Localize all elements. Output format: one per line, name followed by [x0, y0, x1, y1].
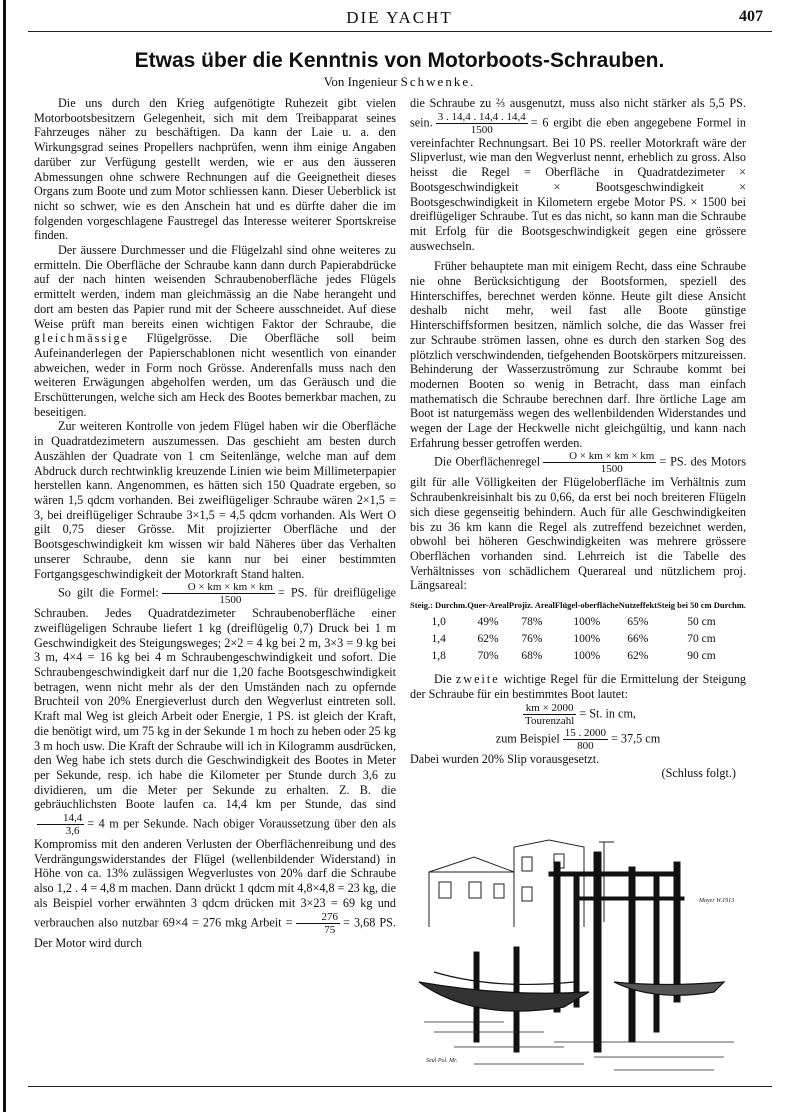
fraction-numerator: km × 2000 — [523, 702, 576, 715]
formula-example — [410, 727, 746, 752]
table-cell: 76% — [521, 632, 543, 645]
table-cell: 66% — [627, 632, 649, 645]
page-header — [0, 6, 799, 28]
paragraph — [410, 672, 746, 701]
table-cell: 50 cm — [687, 616, 716, 629]
table-cell: 100% — [573, 616, 601, 629]
text-span: die Schraube zu ⅔ ausgenutzt, muss also nicht stärker als 5,5 PS. sein. — [410, 96, 746, 129]
left-column — [34, 96, 396, 950]
column-header: Steig bei 50 cm Durchm. — [657, 600, 746, 611]
formula-fraction — [37, 812, 84, 837]
table-cell: 62% — [477, 632, 499, 645]
paragraph: Dabei wurden 20% Slip vorausgesetzt. — [410, 751, 600, 766]
table-header-row — [410, 599, 746, 614]
byline — [0, 74, 799, 90]
fraction-denominator: 75 — [324, 923, 336, 936]
text-span: = PS. des Motors gilt für alle Völligkeiten der Flügeloberfläche im Verhältnis zum Schraubenkreisinhalt bis zu 0,66, da erst bei noch breiteren Flügeln sich diese gegenseitig behindern. Auch für alle Geschwindigkeiten bis zu 36 km kann die Regel als zutreffend bezeichnet werden, obwohl bei höheren Geschwindigkeiten was mehrere grössere Oberflächen vorhanden sind. Lehrreich ist die Tabelle des Verhältnisses von schädlichem Querareal und nützlichem proj. Längsareal: — [410, 454, 746, 593]
fraction-numerator: O × km × km × km — [543, 450, 656, 463]
fraction-denominator: 1500 — [470, 123, 493, 136]
paragraph-with-formula — [410, 96, 746, 253]
page-edge-rule — [3, 0, 6, 1112]
formula-fraction — [162, 581, 275, 606]
table-row — [410, 648, 746, 665]
text-span: Die — [434, 672, 452, 687]
byline-prefix: Von Ingenieur — [323, 74, 398, 89]
fraction-numerator: 3 . 14,4 . 14,4 . 14,4 — [437, 110, 526, 123]
column-header: Steig.: Durchm. — [410, 600, 468, 611]
table-cell: 65% — [627, 616, 649, 629]
fraction-denominator: 1500 — [219, 594, 242, 607]
text-span: Der äussere Durchmesser und die Flügelzahl sind ohne weiteres zu ermitteln. Die Oberfläche der Schraube kann dann durch Papierabdrücke auf der nach hinten weisenden Schraubenoberfläche jedes Flügels ermittelt werden, indem man gleichmässig an die Nabe herangeht und dort am besten das Papier rund mit der Scheere ausschneidet. Auf diese Weise prüft man bereits einen wichtigen Faktor der Schraube, die — [34, 243, 396, 331]
paragraph: Zur weiteren Kontrolle von jedem Flügel haben wir die Oberfläche in Quadratdezimetern auszumessen. Das geschieht am besten durch Auszählen der Quadrate von 1 cm Seitenlänge, welche man auf dem Abdruck durch rechtwinklig kreuzende Linien wie beim Millimeterpapier herstellen kann. Angenommen, es hätten sich 150 Quadrate ergeben, so wären 1,5 qdcm vorhanden. Bei zweiflügeliger Schraube wären 2×1,5 = 3, bei dreiflügeliger Schraube 3×1,5 = 4,5 qdcm vorhanden. Als Wert O gilt 0,75 dieser Grösse. Mit projizierter Oberfläche und der Bootsgeschwindigkeit km wissen wir bald Näheres über das Verhalten unserer Schraube, denn sie kann nur bei einer bestimmten Fortgangsgeschwindigkeit der Motorkraft Stand halten. — [34, 419, 396, 581]
text-span: = PS. für dreiflügelige Schrauben. Jedes Quadratdezimeter Schraubenoberfläche einer zweiflügeligen Schraube liefert 1 kg (dreiflügelig 0,7) Druck bei 1 m Geschwindigkeit des Steigungsweges; 2×2 = 4 kg bei 2 m, 3×3 = 9 kg bei 3 m, 4×4 = 16 kg bei 4 m Schraubengeschwindigkeit und sofort. Die Schraubengeschwindigkeit darf nur die 1,20 fache Bootsgeschwindigkeit betragen, wenn nicht mehr als der den Umständen nach zu opfernde Bruchteil von 20% Energieverlust durch den Wegverlust eintreten soll. Kraft mal Weg ist gleich Arbeit oder Energie, 1 PS. ist gleich der Kraft, die benötigt wird, um 75 kg in der Sekunde 1 m hoch zu heben oder 25 kg 3 m hoch usw. Die Kraft der Schraube will ich in Kilogramm ausdrücken, den Weg habe ich stets durch die Geschwindigkeit des Bootes in Meter per Sekunde, resp. ich habe die Kilometer per Stunde durch 3,6 zu dividieren, um die Meter per Sekunde zu erhalten. Z. B. die gebräuchlichsten Boote laufen ca. 14,4 km per Stunde, das sind — [34, 585, 397, 812]
paragraph: Die uns durch den Krieg aufgenötigte Ruhezeit gibt vielen Motorbootsbesitzern Gelegenheit, sich mit dem Treibapparat seines Fahrzeuges näher zu beschäftigen. Da kann der Laie u. a. den Wirkungsgrad seines Propellers nachprüfen, wenn ihm einige Angaben darüber zur Verfügung gestellt werden, wie er aus den äusseren Abmessungen ohne schwere Rechnungen auf die Geeignetheit dieses Organs zum Boote und zum Motor schliessen kann. Dieser Ueberblick ist nicht so schwer, wie es den Anschein hat und es dürfte daher die im folgenden vorgeschlagene Faustregel das Interesse weiterer Sportskreise finden. — [34, 96, 396, 243]
paragraph — [34, 243, 396, 419]
table-row — [410, 631, 746, 648]
text-span: = 4 m per Sekunde. Nach obiger Voraussetzung über den als Kompromiss mit den anderen Verlusten der Oberflächenreibung und des Verdrängungswiderstandes der Flügel (wellenbildender Widerstand) in Höhe von ca. 13% zulässigen Wegverlustes von 20% darf die Schraube also 1,2 . 4 = 4,8 m machen. Dann drückt 1 qdcm mit 4,8×4,8 = 23 kg, die als Beispiel vorher erwähnten 3 qdcm drücken mit 3×23 = 69 kg und verbrauchen also nutzbar 69×4 — [34, 816, 396, 929]
fraction-numerator: 14,4 — [37, 812, 84, 825]
table-cell: 1,4 — [431, 632, 446, 645]
mooring-posts — [474, 852, 684, 1052]
formula-fraction — [543, 450, 656, 475]
fraction-numerator: 276 — [296, 911, 341, 924]
fraction-denominator: 800 — [577, 739, 594, 752]
formula-fraction — [296, 911, 341, 936]
column-header: Quer-Areal — [467, 600, 509, 611]
text-span: zum Beispiel — [495, 730, 560, 745]
author-name: Schwenke. — [400, 74, 476, 89]
formula-fraction — [436, 111, 528, 136]
paragraph-with-formula — [410, 450, 746, 593]
paragraph-with-formula — [34, 581, 396, 950]
table-cell: 68% — [521, 649, 543, 662]
paragraph: Früher behauptete man mit einigem Recht, dass eine Schraube nie ohne Berücksichtigung der Bootsformen, speziell des Hinterschiffes, berechnet werden könne. Heute gilt diese Ansicht deshalb nicht mehr, weil fast alle Boote günstige Hinterschiffsformen besitzen, nämlich solche, die das Wasser frei zur Schraube strömen lassen, ohne es durch den starken Sog des plötzlich verschwindenden, tiefgehenden Bootskörpers mitzureissen. Behinderung der Wasserzuströmung zur Schraube kommt bei modernen Booten so wenig in Betracht, dass man einfach mathematisch die Schraube berechnen darf. Ihre örtliche Lage am Boot ist naturgemäss wegen des wellenbildenden Widerstandes und wegen der Lage der Heckwelle nicht gleichgültig, und kann nach Erfahrung besser getroffen werden. — [410, 259, 746, 450]
table-cell: 78% — [521, 616, 543, 629]
table-cell: 100% — [573, 649, 601, 662]
formula-steigung — [410, 702, 746, 727]
table-cell: 90 cm — [687, 649, 716, 662]
ratio-table — [410, 599, 746, 664]
page-number: 407 — [739, 8, 763, 25]
text-span: = 3,68 PS. Der Motor wird durch — [34, 914, 396, 950]
closing-note: (Schluss folgt.) — [661, 766, 736, 781]
column-header: Flügel-oberfläche — [554, 600, 619, 611]
background-buildings — [429, 840, 614, 927]
text-span: = 37,5 cm — [611, 730, 661, 745]
table-row — [410, 614, 746, 631]
text-span: So gilt die Formel: — [58, 585, 159, 600]
harbor-sketch-illustration — [414, 832, 744, 1082]
fraction-denominator: 1500 — [600, 463, 623, 476]
emphasis-spaced: zweite — [455, 672, 500, 687]
text-span: = 276 mkg Arbeit = — [191, 914, 293, 929]
table-cell: 70% — [477, 649, 499, 662]
right-column — [410, 96, 746, 781]
fraction-denominator: 3,6 — [65, 825, 80, 838]
formula-fraction — [563, 727, 608, 752]
text-span: Flügelgrösse. Die Oberfläche soll beim Aufeinanderlegen der Papierschablonen nicht wesentlich von einander abweichen, weder in Form noch Grösse. Anderenfalls muss nach den weiteren Erwägungen abgeholfen werden, um das Geräusch und die Erschütterungen, welche sich am Heck des Bootes bemerkbar machen, zu beseitigen. — [34, 331, 397, 419]
fraction-denominator: Tourenzahl — [525, 714, 575, 727]
table-cell: 1,0 — [431, 616, 446, 629]
water-hatching — [424, 1022, 734, 1070]
text-span: wichtige Regel für die Ermittelung der Steigung der Schraube für ein bestimmtes Boot lautet: — [410, 672, 747, 701]
table-cell: 49% — [477, 616, 499, 629]
header-rule — [28, 31, 772, 32]
text-span: = 6 ergibt die eben angegebene Formel in vereinfachter Rechnungsart. Bei 10 PS. reeller Motorkraft wäre der Slipverlust, wie man den Wegverlust nennt, erheblich zu gross. Also heisst die Regel = Oberfläche in Quadratdezimeter × Bootsgeschwindigkeit × Bootsgeschwindigkeit × Bootsgeschwindigkeit in Kilometern ergebe Motor PS. × 1500 bei dreiflügeliger Schraube. Tut es das nicht, so kann man die Schraube mit Erfolg für die Bootsgeschwindigkeit gegen eine grössere auswechseln. — [410, 115, 746, 253]
column-header: Nutzeffekt — [618, 600, 657, 611]
fraction-numerator: O × km × km × km — [162, 581, 275, 594]
journal-title: DIE YACHT — [346, 8, 453, 27]
table-cell: 100% — [573, 632, 601, 645]
fraction-numerator: 15 . 2000 — [564, 726, 607, 739]
formula-fraction — [523, 702, 576, 727]
sketch-signature: Mayer W.1913 — [699, 898, 735, 904]
column-header: Projiz. Areal — [508, 600, 555, 611]
table-cell: 62% — [627, 649, 649, 662]
footer-rule — [28, 1086, 772, 1087]
article-title: Etwas über die Kenntnis von Motorboots-Schrauben. — [134, 49, 665, 72]
text-span: Die Oberflächenregel — [434, 454, 541, 469]
sketch-signature: Seul Pol. Mr. — [426, 1058, 458, 1064]
table-cell: 70 cm — [687, 632, 716, 645]
text-span: = St. in cm, — [579, 705, 636, 720]
table-cell: 1,8 — [431, 649, 446, 662]
emphasis-spaced: gleichmässige — [34, 331, 130, 346]
